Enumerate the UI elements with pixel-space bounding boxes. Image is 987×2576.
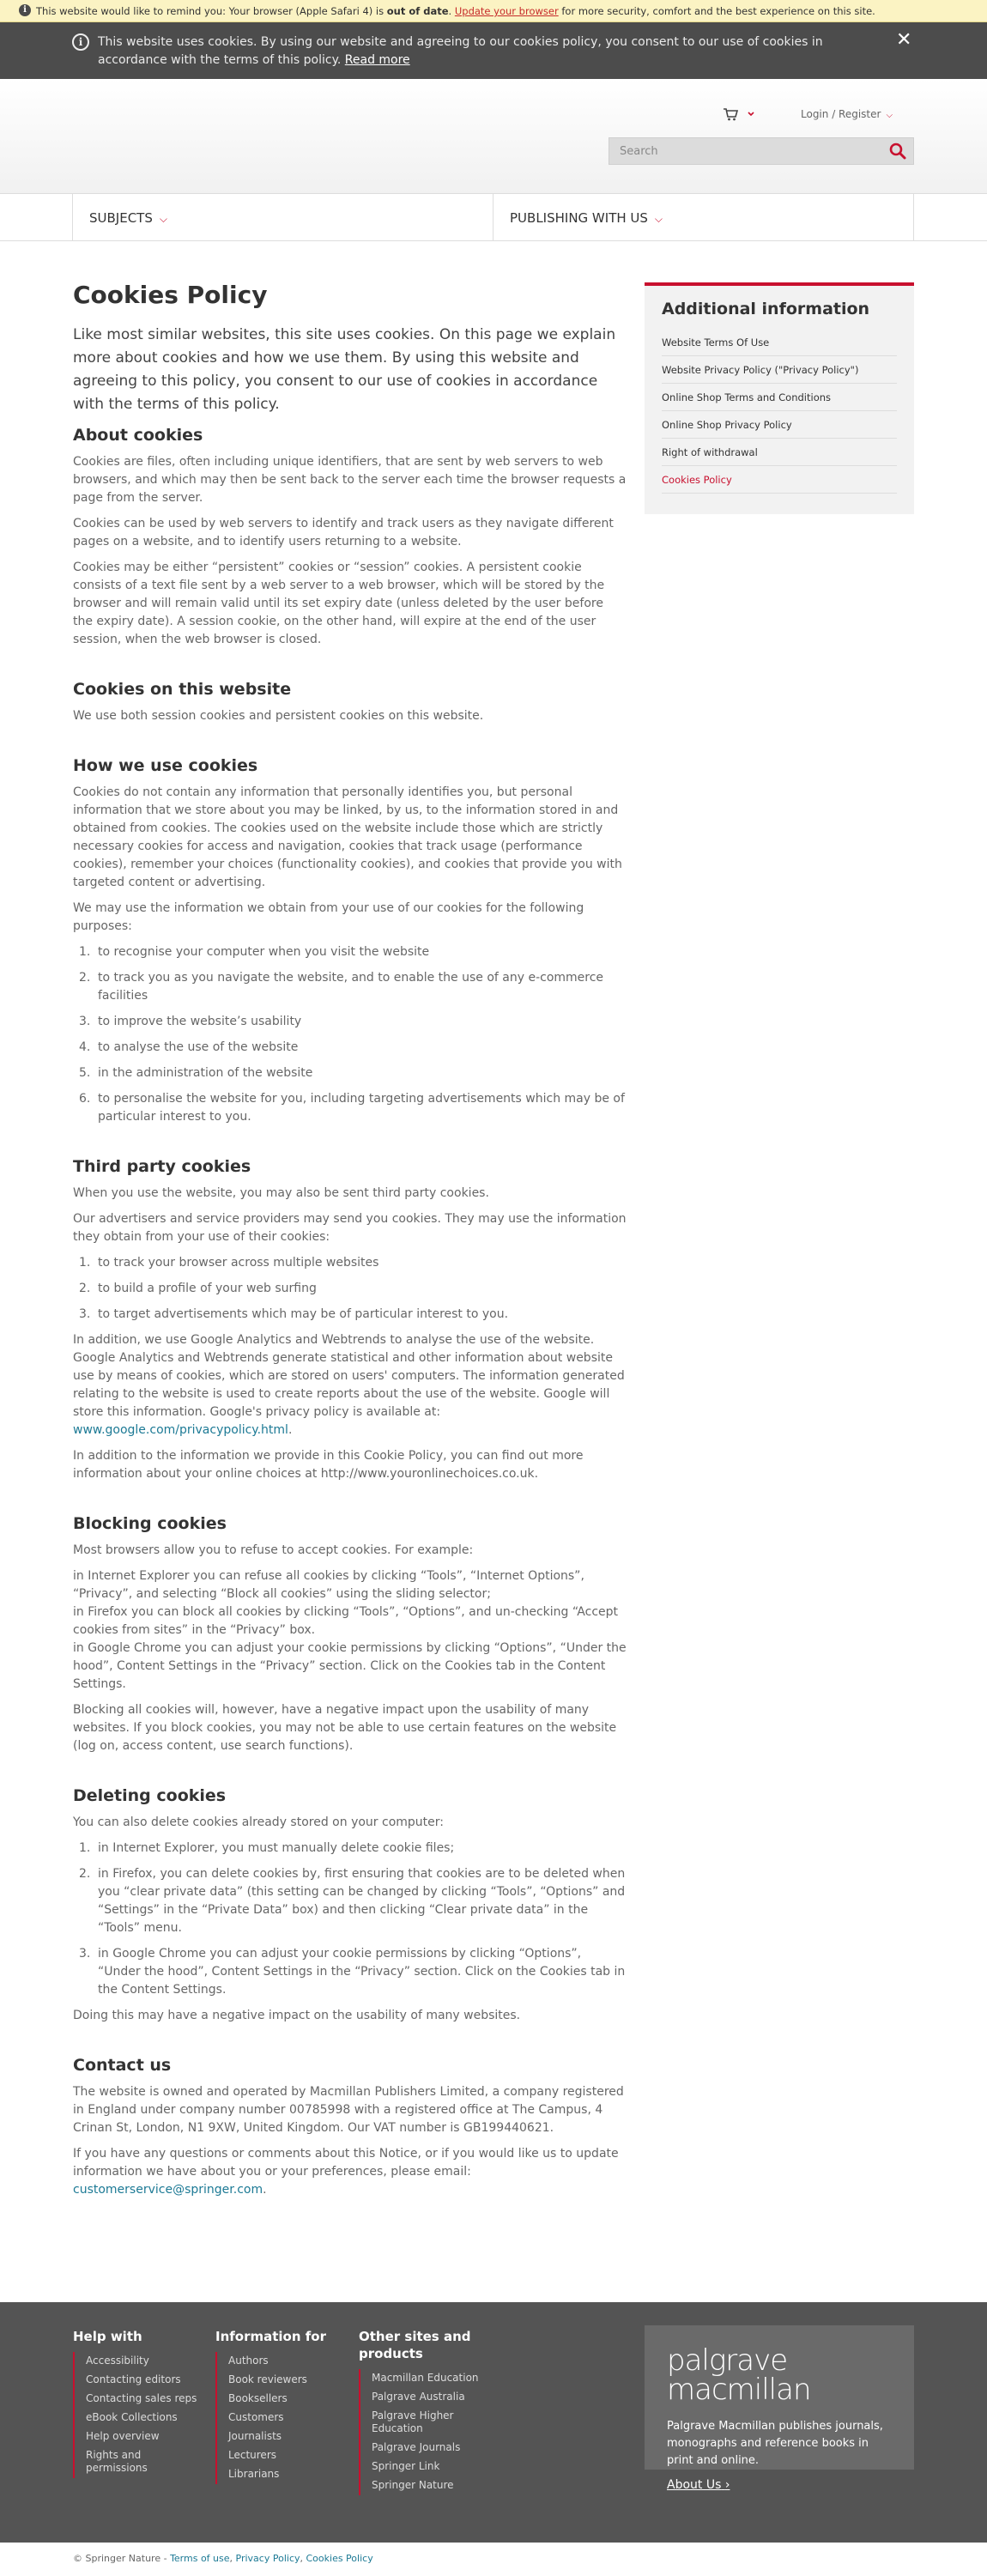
paragraph: Cookies may be either “persistent” cookies or “session” cookies. A persistent cookie consists of a text file sent by a web server to a web browser, which will be stored by the browser and will remain valid until its set expiry date (unless deleted by the user before the expiry date). A session cookie, on the other hand, will expire at the end of the user session, when the web browser is closed. [73, 561, 605, 646]
paragraph: in Internet Explorer you can refuse all cookies by clicking “Tools”, “Internet Options”, “Privacy”, and selecting “Block all cookies” using the sliding selector; in Firefox you can block all cookies by clicking “Tools”, “Options”, and un-checking “Accept cookies from sites” in the “Privacy” box. in Google Chrome you can adjust your cookie permissions by clicking “Options”, “Under the hood”, Content Settings in the “Privacy” section. Click on the Cookies tab in the Content Settings. [73, 1569, 627, 1691]
search-button[interactable] [886, 142, 910, 161]
chevron-right-icon: › [724, 2478, 730, 2492]
footer-heading: Other sites and products [359, 2329, 471, 2361]
footer-link[interactable]: Macmillan Education [372, 2372, 479, 2384]
footer-link[interactable]: eBook Collections [86, 2411, 178, 2423]
copyright-line: © Springer Nature - Terms of use, Privacy Policy, Cookies Policy [73, 2553, 373, 2564]
list-item: 6. to personalise the website for you, including targeting advertisements which may be of particular interest to you. [79, 1092, 625, 1124]
sidebar-item-shop-privacy[interactable]: Online Shop Privacy Policy [662, 411, 897, 439]
paragraph: When you use the website, you may also be sent third party cookies. [73, 1186, 489, 1200]
chevron-down-icon: ⌵ [886, 111, 893, 120]
footer-link[interactable]: Journalists [228, 2430, 282, 2442]
paragraph: Blocking all cookies will, however, have a negative impact upon the usability of many websites. If you block cookies, you may not be able to use certain features on the website (log on, access content, use search functions). [73, 1703, 617, 1753]
section-heading: Deleting cookies [73, 1786, 227, 1805]
paragraph: You can also delete cookies already stored on your computer: [73, 1815, 444, 1829]
update-browser-link[interactable]: Update your browser [454, 5, 559, 17]
footer-help-column [73, 2328, 202, 2478]
search-box [609, 137, 914, 165]
sidebar-item-terms-of-use[interactable]: Website Terms Of Use [662, 329, 897, 356]
third-party-list [73, 1254, 627, 1324]
promo-text: Palgrave Macmillan publishes journals, monographs and reference books in print and online. [667, 2420, 883, 2467]
footer-info-column [215, 2328, 344, 2484]
footer-link[interactable]: Help overview [86, 2430, 160, 2442]
paragraph: In addition to the information we provide in this Cookie Policy, you can find out more information about your online choices at http://www.youronlinechoices.co.uk. [73, 1449, 584, 1481]
nav-divider [72, 194, 73, 240]
additional-info-sidebar [645, 282, 914, 514]
section-heading: How we use cookies [73, 756, 258, 775]
footer-link[interactable]: Accessibility [86, 2355, 149, 2367]
deleting-list [73, 1840, 627, 1999]
cart-icon [723, 106, 757, 124]
paragraph: Cookies are files, often including unique identifiers, that are sent by web servers to web browsers, and which may then be sent back to the server each time the browser requests a page from the server. [73, 455, 627, 505]
email-link[interactable]: customerservice@springer.com [73, 2183, 263, 2197]
footer-link[interactable]: Palgrave Higher Education [372, 2409, 454, 2434]
footer-heading: Information for [215, 2329, 326, 2344]
sidebar-item-cookies-policy[interactable]: Cookies Policy [662, 466, 897, 494]
palgrave-promo [645, 2325, 914, 2492]
sidebar-item-shop-terms[interactable]: Online Shop Terms and Conditions [662, 384, 897, 411]
purposes-list [73, 943, 627, 1126]
footer-link[interactable]: Librarians [228, 2468, 280, 2480]
footer-link[interactable]: Lecturers [228, 2449, 277, 2461]
about-cookies-section [73, 424, 627, 649]
footer-link[interactable]: Springer Nature [372, 2479, 454, 2491]
footer-link[interactable]: Palgrave Journals [372, 2441, 461, 2453]
paragraph: We use both session cookies and persistent cookies on this website. [73, 709, 484, 723]
footer-other-column [359, 2328, 487, 2495]
sidebar-item-privacy-policy[interactable]: Website Privacy Policy ("Privacy Policy") [662, 356, 897, 384]
sidebar-heading: Additional information [662, 300, 870, 318]
footer-link-list [359, 2369, 487, 2495]
cookie-banner [0, 22, 987, 79]
list-item: 1. in Internet Explorer, you must manually delete cookie files; [79, 1841, 455, 1855]
intro-lead: Like most similar websites, this site uses cookies. On this page we explain more about cookies and how we use them. By using this website and agreeing to this policy, you consent to our use of cookies in accordance with the terms of this policy. [73, 326, 616, 413]
nav-publishing-label: PUBLISHING WITH US [510, 210, 648, 226]
section-heading: Cookies on this website [73, 680, 292, 699]
blocking-cookies-section [73, 1512, 627, 1755]
paragraph: If you have any questions or comments about this Notice, or if you would like us to update information we have about you or your preferences, please email: customerservice@springer.com. [73, 2147, 619, 2197]
footer-link-list [73, 2352, 202, 2478]
list-item: 3. to target advertisements which may be of particular interest to you. [79, 1307, 509, 1321]
paragraph: In addition, we use Google Analytics and Webtrends to analyse the use of the website. Google Analytics and Webtrends generate statistical and other information about website use by means of cookies, which are stored on users' computers. The information generated relating to the website is used to create reports about the use of the website. Google will store this information. Google's privacy policy is available at: www.google.com/privacypolicy.html. [73, 1333, 625, 1437]
page-title: Cookies Policy [73, 281, 268, 309]
footer-link[interactable]: Book reviewers [228, 2373, 307, 2385]
list-item: 3. to improve the website’s usability [79, 1015, 302, 1028]
deleting-cookies-section [73, 1785, 627, 2025]
out-of-date-label: out of date [386, 5, 449, 17]
nav-publishing[interactable] [510, 210, 663, 226]
footer-link-list [215, 2352, 344, 2484]
list-item: 2. to track you as you navigate the website, and to enable the use of any e-commerce facilities [79, 971, 604, 1003]
info-icon: i [72, 33, 89, 51]
list-item: 4. to analyse the use of the website [79, 1040, 299, 1054]
footer-link[interactable]: Rights and permissions [86, 2449, 148, 2474]
search-icon [886, 142, 910, 161]
footer-heading: Help with [73, 2329, 142, 2344]
section-heading: Third party cookies [73, 1157, 251, 1176]
how-we-use-section [73, 755, 627, 1126]
site-header [0, 79, 987, 194]
paragraph: We may use the information we obtain from your use of our cookies for the following purposes: [73, 901, 584, 933]
cart-button[interactable] [723, 106, 757, 124]
contact-section [73, 2054, 627, 2199]
third-party-section [73, 1155, 627, 1483]
cookies-policy-link[interactable]: Cookies Policy [306, 2553, 373, 2564]
close-icon[interactable]: ✕ [896, 29, 912, 51]
footer-link[interactable]: Palgrave Australia [372, 2391, 465, 2403]
privacy-policy-link[interactable]: Privacy Policy [235, 2553, 300, 2564]
main-content [73, 280, 627, 2228]
paragraph: The website is owned and operated by Macmillan Publishers Limited, a company registered in England under company number 00785998 with a registered office at The Campus, 4 Crinan St, London, N1 9XW, United Kingdom. Our VAT number is GB199440621. [73, 2085, 624, 2135]
paragraph: Most browsers allow you to refuse to accept cookies. For example: [73, 1543, 474, 1557]
footer-link[interactable]: Contacting sales reps [86, 2392, 197, 2404]
chevron-down-icon: ⌵ [159, 213, 167, 225]
paragraph: Our advertisers and service providers may send you cookies. They may use the information they obtain from your use of their cookies: [73, 1212, 627, 1244]
footer-link[interactable]: Authors [228, 2355, 269, 2367]
nav-divider [493, 194, 494, 240]
chevron-down-icon: ⌵ [654, 213, 663, 225]
nav-subjects-label: SUBJECTS [89, 210, 153, 226]
logo-line: palgrave [667, 2343, 788, 2378]
palgrave-logo [667, 2343, 892, 2407]
cookies-on-site-section [73, 678, 627, 725]
main-nav [0, 194, 987, 241]
paragraph: Cookies do not contain any information that personally identifies you, but personal information that we store about you may be linked, by us, to the information stored in and obtained from cookies. The cookies used on the website include those which are strictly necessary cookies for access and navigation, cookies that track usage (performance cookies), remember your choices (functionality cookies), and cookies that provide you with targeted content or advertising. [73, 785, 622, 889]
paragraph: Doing this may have a negative impact on the usability of many websites. [73, 2009, 521, 2022]
sidebar-list [662, 329, 897, 494]
section-heading: About cookies [73, 426, 203, 445]
footer-link[interactable]: Customers [228, 2411, 284, 2423]
read-more-link[interactable]: Read more [344, 53, 410, 67]
about-us-link[interactable]: About Us › [667, 2478, 730, 2492]
browser-warning-bar [0, 0, 987, 22]
site-footer [0, 2302, 987, 2543]
list-item: 2. to build a profile of your web surfing [79, 1282, 317, 1295]
search-input[interactable] [609, 138, 875, 164]
list-item: 3. in Google Chrome you can adjust your cookie permissions by clicking “Options”, “Under the hood”, Content Settings in the “Privacy” section. Click on the Cookies tab in the Content Settings. [79, 1947, 626, 1997]
google-privacy-link[interactable]: www.google.com/privacypolicy.html [73, 1423, 288, 1437]
footer-link[interactable]: Booksellers [228, 2392, 288, 2404]
copyright-owner: © Springer Nature [73, 2553, 161, 2564]
terms-of-use-link[interactable]: Terms of use [170, 2553, 230, 2564]
info-icon: i [19, 4, 31, 16]
paragraph: Cookies can be used by web servers to identify and track users as they navigate different pages on a website, and to identify users returning to a website. [73, 517, 614, 549]
section-heading: Contact us [73, 2056, 172, 2075]
cookie-banner-text: This website uses cookies. By using our website and agreeing to our cookies policy, you consent to our use of cookies in accordance with the terms of this policy. Read more [98, 35, 823, 67]
logo-line: macmillan [667, 2373, 811, 2407]
footer-link[interactable]: Contacting editors [86, 2373, 181, 2385]
list-item: 1. to recognise your computer when you visit the website [79, 945, 430, 959]
section-heading: Blocking cookies [73, 1514, 227, 1533]
nav-divider [913, 194, 914, 240]
nav-subjects[interactable] [89, 210, 167, 226]
list-item: 2. in Firefox, you can delete cookies by, first ensuring that cookies are to be deleted when you “clear private data” (this setting can be changed by clicking “Tools”, “Options” and “Settings” in the “Private Data” box) and then clicking “Clear private data” in the “Tools” menu. [79, 1867, 626, 1935]
list-item: 5. in the administration of the website [79, 1066, 313, 1080]
login-label: Login / Register [801, 108, 881, 120]
list-item: 1. to track your browser across multiple websites [79, 1256, 379, 1270]
footer-link[interactable]: Springer Link [372, 2460, 440, 2472]
login-register-link[interactable] [801, 108, 893, 120]
sidebar-item-withdrawal[interactable]: Right of withdrawal [662, 439, 897, 466]
browser-warning-text: This website would like to remind you: Your browser (Apple Safari 4) is out of date. Update your browser for more security, comfort and the best experience on this site. [36, 5, 875, 17]
